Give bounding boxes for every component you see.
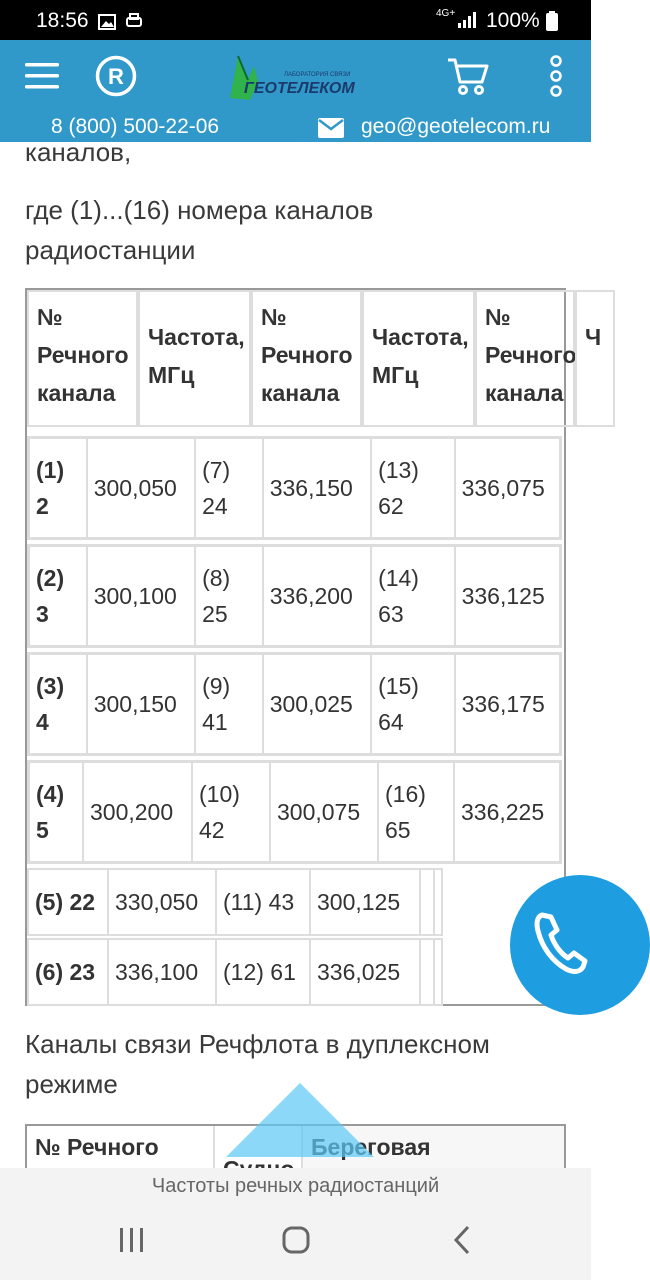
table-cell: 336,175 — [461, 691, 545, 717]
system-nav-bar — [0, 1204, 591, 1280]
table-cell: 336,150 — [264, 439, 372, 537]
mail-icon — [318, 118, 344, 143]
table-cell: (10) 42 — [193, 763, 271, 861]
table-cell: (14) 63 — [372, 547, 456, 645]
menu-button[interactable] — [18, 54, 66, 102]
cart-button[interactable] — [444, 54, 492, 102]
table-row — [27, 436, 562, 540]
car-icon — [125, 12, 143, 36]
table-cell: (3) 4 — [30, 655, 88, 753]
table-cell: (5) 22 — [29, 870, 109, 934]
table-cell: 300,075 — [271, 763, 379, 861]
logo[interactable] — [228, 52, 368, 104]
svg-text:R: R — [108, 63, 124, 89]
table-row — [27, 760, 562, 864]
menu-icon — [24, 61, 60, 96]
header-cell: № Речного — [27, 1126, 215, 1206]
table-row — [27, 938, 443, 1006]
gallery-icon — [98, 12, 116, 36]
section2-line-2: режиме — [25, 1069, 118, 1099]
back-icon — [452, 1225, 472, 1260]
page-content — [0, 137, 602, 1168]
recents-button[interactable] — [102, 1220, 162, 1264]
intro-line-1: где (1)...(16) номера каналов — [25, 195, 374, 225]
table-cell: (8) 25 — [196, 547, 264, 645]
cart-icon — [446, 56, 490, 101]
more-vert-icon — [549, 55, 563, 102]
table-cell: 330,050 — [109, 870, 217, 934]
table-cell: 336,075 — [461, 475, 545, 501]
header-cell: Частота, МГц — [138, 290, 251, 427]
table-cell: 300,150 — [88, 655, 196, 753]
more-button[interactable] — [532, 54, 580, 102]
table-cell: (4) 5 — [30, 763, 84, 861]
logo-caption: ЛАБОРАТОРИЯ СВЯЗИ — [284, 72, 351, 78]
status-bar — [0, 0, 591, 40]
call-button[interactable] — [510, 875, 650, 1015]
table-row — [27, 868, 443, 936]
table-cell: 300,100 — [88, 547, 196, 645]
table-cell: (12) 61 — [217, 940, 311, 1004]
logo-brand: ГЕОТЕЛЕКОМ — [244, 80, 355, 97]
network-type: 4G+ — [436, 8, 456, 19]
home-icon — [281, 1225, 311, 1260]
table-cell: 336,025 — [311, 940, 421, 1004]
battery-icon — [546, 11, 558, 37]
table-cell: (2) 3 — [30, 547, 88, 645]
scroll-to-top-button[interactable] — [226, 1083, 374, 1157]
table-cell: (9) 41 — [196, 655, 264, 753]
section2-line-1: Каналы связи Речфлота в дуплексном — [25, 1029, 490, 1059]
table-cell: 336,125 — [461, 583, 545, 609]
email-link[interactable]: geo@geotelecom.ru — [361, 115, 551, 138]
table-cell: (1) 2 — [30, 439, 88, 537]
header-cell: Береговая — [303, 1126, 564, 1206]
table-row — [27, 544, 562, 648]
header-cell: Частота, МГц — [362, 290, 475, 427]
table-cell: (16) 65 — [379, 763, 455, 861]
table-row — [27, 652, 562, 756]
table-cell: 300,200 — [84, 763, 193, 861]
header-cell: № Речного канала — [475, 290, 575, 427]
intro-line-2: радиостанции — [25, 235, 196, 265]
home-button[interactable] — [266, 1220, 326, 1264]
back-button[interactable] — [432, 1220, 492, 1264]
status-time: 18:56 — [36, 9, 89, 32]
registered-button[interactable] — [92, 54, 140, 102]
header-cell: № Речного канала — [27, 290, 138, 427]
site-header — [0, 40, 591, 142]
battery-percent: 100% — [486, 9, 540, 32]
table-cell: 300,125 — [311, 870, 421, 934]
table-cell: (6) 23 — [29, 940, 109, 1004]
channels-table — [25, 288, 602, 1006]
header-cell: № Речного канала — [251, 290, 362, 427]
text-line-top: каналов, — [25, 137, 132, 167]
header-cell: Ч — [575, 290, 615, 427]
table-cell: (11) 43 — [217, 870, 311, 934]
table-cell: 300,050 — [88, 439, 196, 537]
table-cell: (15) 64 — [372, 655, 456, 753]
table-cell-empty — [421, 940, 435, 1004]
table-cell: 336,225 — [461, 799, 545, 825]
phone-icon — [534, 911, 588, 980]
table-cell-empty — [421, 870, 435, 934]
phone-link[interactable]: 8 (800) 500-22-06 — [51, 115, 220, 138]
table-cell: 336,200 — [264, 547, 372, 645]
table-cell: 336,100 — [109, 940, 217, 1004]
table-cell: (7) 24 — [196, 439, 264, 537]
registered-icon — [95, 55, 137, 102]
table-cell: 300,025 — [264, 655, 372, 753]
recents-icon — [117, 1227, 147, 1258]
page-title-footer: Частоты речных радиостанций — [0, 1168, 591, 1204]
table-header-row — [27, 290, 615, 431]
signal-icon — [457, 11, 477, 35]
table-cell: (13) 62 — [372, 439, 456, 537]
